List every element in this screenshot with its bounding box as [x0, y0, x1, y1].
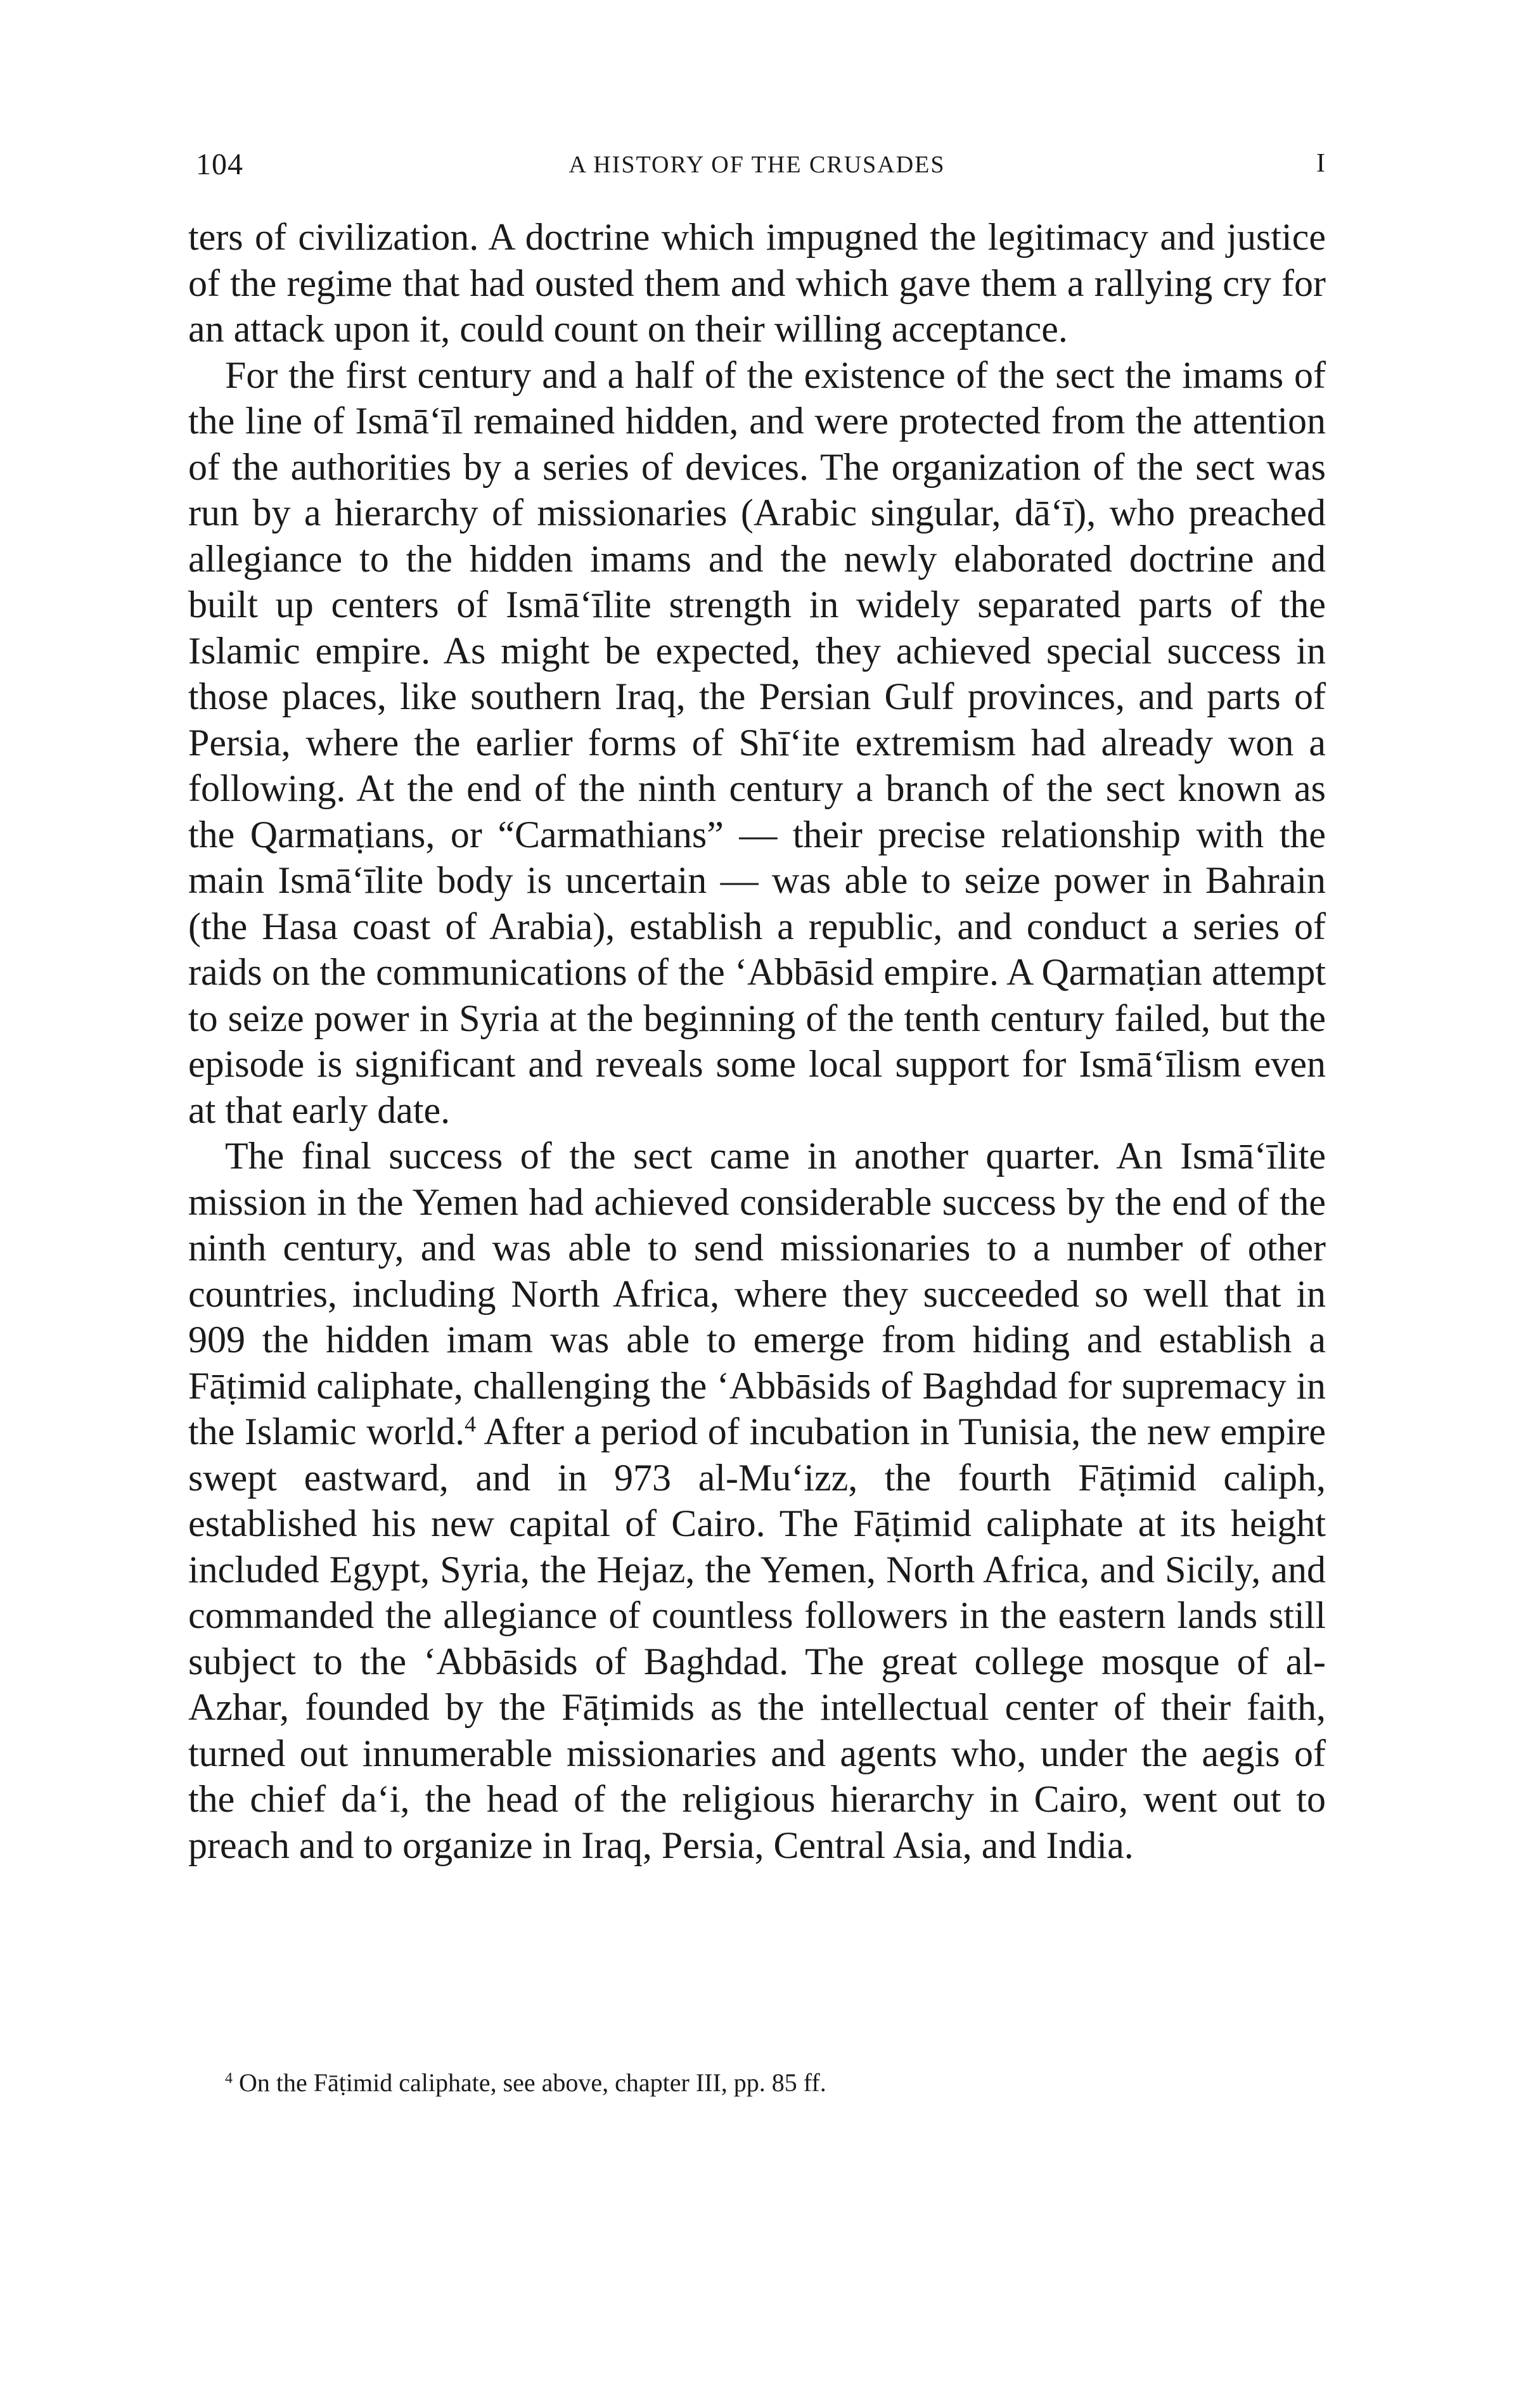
- paragraph-ismaili-missionaries: For the first century and a half of the existence of the sect the imams of the line of Ismā‘īl remained hidden, and were protected from the attention of the authorities by a series of devices. The organization of the sect was run by a hierarchy of missionaries (Arabic singular, dā‘ī), who preached allegiance to the hidden imams and the newly elaborated doctrine and built up centers of Ismā‘īlite strength in widely separated parts of the Islamic empire. As might be expected, they achieved special success in those places, like southern Iraq, the Persian Gulf provinces, and parts of Persia, where the earlier forms of Shī‘ite extremism had already won a following. At the end of the ninth century a branch of the sect known as the Qarmaṭians, or “Carmathians” — their precise relationship with the main Ismā‘īlite body is uncertain — was able to seize power in Bahrain (the Hasa coast of Arabia), establish a republic, and conduct a series of raids on the communications of the ‘Abbāsid empire. A Qarmaṭian attempt to seize power in Syria at the beginning of the tenth century failed, but the episode is significant and reveals some local support for Ismā‘īlism even at that early date.: [188, 354, 1326, 1131]
- running-title: A HISTORY OF THE CRUSADES: [568, 151, 946, 178]
- paragraph-continuation: ters of civilization. A doctrine which impugned the legitimacy and justice of the regime that had ousted them and which gave them a rallying cry for an attack upon it, could count on their willing acceptance.: [188, 216, 1326, 350]
- paragraph-fatimid-success-text: The final success of the sect came in another quarter. An Ismā‘īlite mission in the Yemen had achieved considerable success by the end of the ninth century, and was able to send missionaries to a number of other countries, including North Africa, where they succeeded so well that in 909 the hidden imam was able to emerge from hiding and establish a Fāṭimid caliphate, challenging the ‘Abbāsids of Baghdad for supremacy in the Islamic world.: [188, 1135, 1326, 1452]
- footnote-text: On the Fāṭimid caliphate, see above, chapter III, pp. 85 ff.: [239, 2068, 826, 2097]
- paragraph-fatimid-success-text-continued: After a period of incubation in Tunisia, the new empire swept eastward, and in 973 al-Mu‘izz, the fourth Fāṭimid caliph, established his new capital of Cairo. The Fāṭimid caliphate at its height included Egypt, Syria, the Hejaz, the Yemen, North Africa, and Sicily, and commanded the allegiance of countless followers in the eastern lands still subject to the ‘Abbāsids of Baghdad. The great college mosque of al-Azhar, founded by the Fāṭimids as the intellectual center of their faith, turned out innumerable missionaries and agents who, under the aegis of the chief da‘i, the head of the religious hierarchy in Cairo, went out to preach and to organize in Iraq, Persia, Central Asia, and India.: [188, 1411, 1326, 1866]
- footnote-reference: 4: [465, 1411, 477, 1437]
- paragraph-fatimid-success: [188, 1133, 1326, 1868]
- page-number: 104: [196, 148, 243, 181]
- footnote: [225, 2067, 1326, 2099]
- main-text: [188, 214, 1326, 1868]
- part-number: I: [1316, 149, 1326, 178]
- running-head: [188, 147, 1326, 185]
- footnote-marker: 4: [225, 2070, 233, 2087]
